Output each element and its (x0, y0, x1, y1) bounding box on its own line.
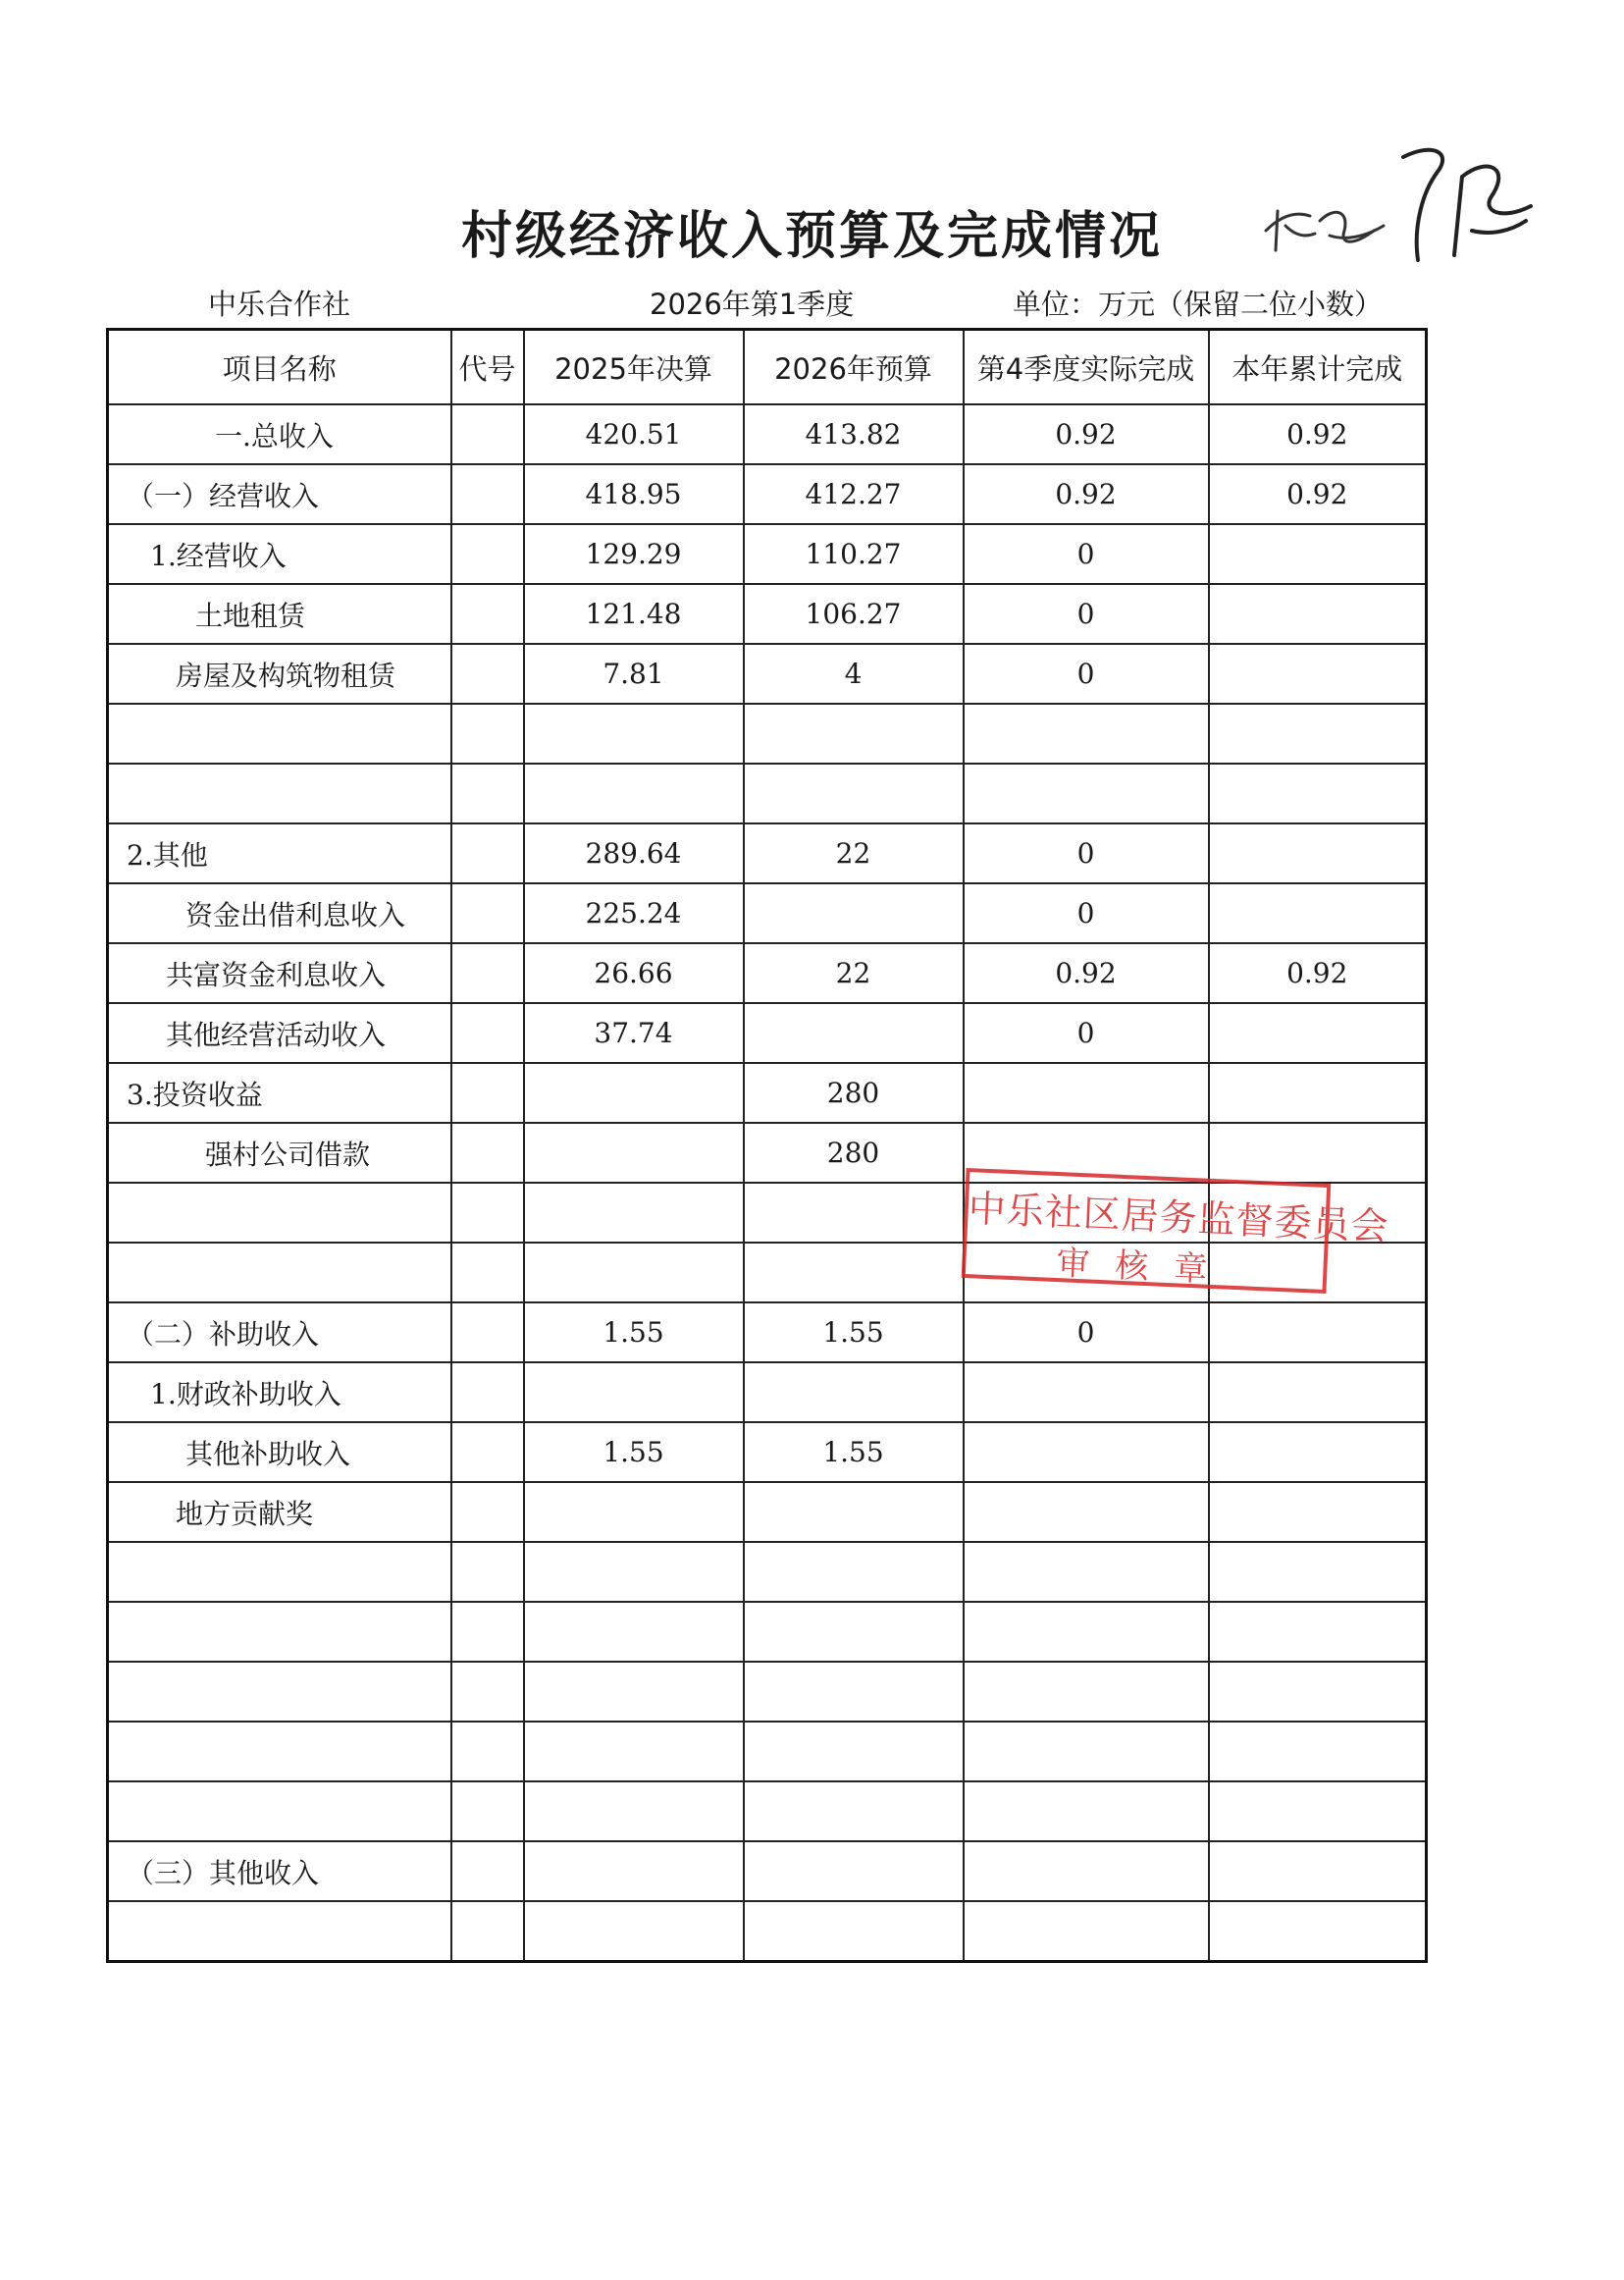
cell-code (451, 1602, 524, 1662)
cell-quarter-actual (964, 764, 1209, 823)
cell-item-name: 其他经营活动收入 (108, 1003, 451, 1063)
cell-quarter-actual (964, 1542, 1209, 1602)
table-row (108, 764, 1427, 823)
cell-quarter-actual (964, 1422, 1209, 1482)
cell-code (451, 404, 524, 464)
handwritten-signature-2 (1393, 137, 1541, 275)
cell-quarter-actual: 0 (964, 1003, 1209, 1063)
cell-2025-final: 26.66 (524, 943, 744, 1003)
table-row (108, 1542, 1427, 1602)
cell-item-name: 共富资金利息收入 (108, 943, 451, 1003)
cell-item-name: （二）补助收入 (108, 1302, 451, 1362)
stamp-line-2: 审核章 (1055, 1244, 1234, 1291)
cell-2025-final (524, 1362, 744, 1422)
cell-ytd-actual (1209, 883, 1427, 943)
cell-item-name (108, 764, 451, 823)
cell-2026-budget: 413.82 (744, 404, 964, 464)
cell-2026-budget (744, 1901, 964, 1962)
cell-2026-budget: 1.55 (744, 1422, 964, 1482)
col-header-item-name: 项目名称 (108, 330, 451, 405)
cell-2026-budget: 1.55 (744, 1302, 964, 1362)
cell-code (451, 1003, 524, 1063)
cell-quarter-actual (964, 1901, 1209, 1962)
cell-item-name: 3.投资收益 (108, 1063, 451, 1123)
cell-quarter-actual: 0 (964, 584, 1209, 644)
cell-item-name: 1.经营收入 (108, 524, 451, 584)
table-row (108, 1901, 1427, 1962)
cell-code (451, 1063, 524, 1123)
income-budget-table (106, 328, 1428, 1963)
table-row (108, 1003, 1427, 1063)
cell-item-name: 强村公司借款 (108, 1123, 451, 1183)
cell-2026-budget (744, 1722, 964, 1781)
table-row (108, 1841, 1427, 1901)
cell-2026-budget: 412.27 (744, 464, 964, 524)
col-header-ytd-actual: 本年累计完成 (1209, 330, 1427, 405)
cell-code (451, 1841, 524, 1901)
cell-2025-final: 121.48 (524, 584, 744, 644)
cell-ytd-actual (1209, 764, 1427, 823)
stamp-line-1: 中乐社区居务监督委员会 (967, 1187, 1390, 1248)
cell-code (451, 1662, 524, 1722)
cell-2025-final (524, 1482, 744, 1542)
cell-2025-final (524, 1183, 744, 1243)
cell-item-name: 一.总收入 (108, 404, 451, 464)
cell-quarter-actual: 0 (964, 644, 1209, 704)
cell-2026-budget: 106.27 (744, 584, 964, 644)
organization-name: 中乐合作社 (208, 288, 351, 321)
table-row (108, 883, 1427, 943)
table-row (108, 1123, 1427, 1183)
cell-code (451, 584, 524, 644)
cell-2026-budget (744, 1542, 964, 1602)
cell-item-name: 其他补助收入 (108, 1422, 451, 1482)
table-row (108, 644, 1427, 704)
table-row (108, 1362, 1427, 1422)
cell-2026-budget (744, 1662, 964, 1722)
cell-code (451, 1302, 524, 1362)
cell-item-name (108, 1901, 451, 1962)
cell-item-name (108, 704, 451, 764)
cell-ytd-actual: 0.92 (1209, 464, 1427, 524)
cell-code (451, 764, 524, 823)
cell-2026-budget: 22 (744, 943, 964, 1003)
cell-2026-budget: 22 (744, 823, 964, 883)
cell-2025-final: 1.55 (524, 1422, 744, 1482)
table-row (108, 464, 1427, 524)
cell-ytd-actual (1209, 1123, 1427, 1183)
cell-quarter-actual: 0.92 (964, 464, 1209, 524)
cell-ytd-actual (1209, 1602, 1427, 1662)
page-title: 村级经济收入预算及完成情况 (460, 207, 1163, 266)
cell-2026-budget (744, 1482, 964, 1542)
cell-2025-final: 37.74 (524, 1003, 744, 1063)
unit-note: 单位：万元（保留二位小数） (1013, 288, 1384, 321)
cell-ytd-actual (1209, 1722, 1427, 1781)
cell-quarter-actual (964, 1482, 1209, 1542)
table-row (108, 1482, 1427, 1542)
cell-2026-budget (744, 883, 964, 943)
cell-ytd-actual (1209, 704, 1427, 764)
cell-quarter-actual: 0 (964, 883, 1209, 943)
cell-2025-final (524, 704, 744, 764)
cell-quarter-actual (964, 1362, 1209, 1422)
cell-2026-budget: 280 (744, 1123, 964, 1183)
cell-item-name: 地方贡献奖 (108, 1482, 451, 1542)
cell-ytd-actual (1209, 1542, 1427, 1602)
cell-ytd-actual: 0.92 (1209, 943, 1427, 1003)
col-header-quarter-actual: 第4季度实际完成 (964, 330, 1209, 405)
cell-ytd-actual (1209, 1302, 1427, 1362)
cell-2025-final: 420.51 (524, 404, 744, 464)
table-row (108, 584, 1427, 644)
reporting-period: 2026年第1季度 (650, 288, 855, 321)
cell-item-name (108, 1602, 451, 1662)
cell-quarter-actual (964, 1781, 1209, 1841)
cell-item-name (108, 1542, 451, 1602)
review-stamp (962, 1168, 1390, 1294)
cell-2025-final: 129.29 (524, 524, 744, 584)
cell-ytd-actual (1209, 1781, 1427, 1841)
cell-ytd-actual (1209, 1482, 1427, 1542)
cell-2025-final (524, 1542, 744, 1602)
cell-ytd-actual (1209, 1901, 1427, 1962)
table-row (108, 524, 1427, 584)
cell-2025-final (524, 1063, 744, 1123)
cell-quarter-actual: 0 (964, 823, 1209, 883)
cell-code (451, 464, 524, 524)
cell-ytd-actual (1209, 524, 1427, 584)
cell-item-name: （三）其他收入 (108, 1841, 451, 1901)
cell-2025-final: 1.55 (524, 1302, 744, 1362)
cell-2025-final (524, 1722, 744, 1781)
cell-code (451, 704, 524, 764)
cell-ytd-actual (1209, 823, 1427, 883)
cell-code (451, 1422, 524, 1482)
cell-code (451, 524, 524, 584)
cell-ytd-actual (1209, 584, 1427, 644)
cell-code (451, 1123, 524, 1183)
table-row (108, 404, 1427, 464)
cell-2026-budget (744, 1243, 964, 1302)
cell-2026-budget (744, 1781, 964, 1841)
handwritten-signature-1 (1256, 177, 1393, 275)
table-row (108, 1422, 1427, 1482)
cell-2025-final: 225.24 (524, 883, 744, 943)
cell-ytd-actual (1209, 1662, 1427, 1722)
cell-quarter-actual (964, 1662, 1209, 1722)
cell-2025-final (524, 1781, 744, 1841)
cell-ytd-actual (1209, 1362, 1427, 1422)
cell-quarter-actual (964, 1722, 1209, 1781)
cell-code (451, 1482, 524, 1542)
cell-code (451, 1781, 524, 1841)
cell-2026-budget: 4 (744, 644, 964, 704)
cell-item-name: 资金出借利息收入 (108, 883, 451, 943)
cell-quarter-actual (964, 1063, 1209, 1123)
table-row (108, 1662, 1427, 1722)
cell-2026-budget (744, 704, 964, 764)
cell-code (451, 823, 524, 883)
cell-item-name (108, 1722, 451, 1781)
col-header-code: 代号 (451, 330, 524, 405)
cell-2026-budget: 280 (744, 1063, 964, 1123)
table-row (108, 1722, 1427, 1781)
cell-2025-final: 7.81 (524, 644, 744, 704)
cell-item-name: 1.财政补助收入 (108, 1362, 451, 1422)
cell-2026-budget (744, 1003, 964, 1063)
col-header-2026-budget: 2026年预算 (744, 330, 964, 405)
cell-2026-budget (744, 1183, 964, 1243)
cell-ytd-actual (1209, 1063, 1427, 1123)
cell-item-name (108, 1662, 451, 1722)
cell-code (451, 1243, 524, 1302)
cell-code (451, 1722, 524, 1781)
cell-code (451, 1542, 524, 1602)
cell-item-name (108, 1243, 451, 1302)
cell-2025-final (524, 764, 744, 823)
cell-2025-final: 418.95 (524, 464, 744, 524)
col-header-2025-final: 2025年决算 (524, 330, 744, 405)
cell-ytd-actual (1209, 1841, 1427, 1901)
cell-code (451, 943, 524, 1003)
cell-quarter-actual: 0 (964, 1302, 1209, 1362)
cell-quarter-actual (964, 704, 1209, 764)
cell-2025-final (524, 1243, 744, 1302)
cell-quarter-actual (964, 1841, 1209, 1901)
cell-2025-final: 289.64 (524, 823, 744, 883)
cell-code (451, 1901, 524, 1962)
cell-ytd-actual (1209, 1422, 1427, 1482)
cell-2025-final (524, 1841, 744, 1901)
cell-2026-budget (744, 764, 964, 823)
cell-quarter-actual: 0.92 (964, 404, 1209, 464)
table-row (108, 943, 1427, 1003)
table-row (108, 1781, 1427, 1841)
cell-item-name (108, 1781, 451, 1841)
cell-item-name: 2.其他 (108, 823, 451, 883)
cell-ytd-actual (1209, 1003, 1427, 1063)
table-header-row (108, 330, 1427, 405)
cell-2026-budget (744, 1841, 964, 1901)
cell-2026-budget: 110.27 (744, 524, 964, 584)
table-row (108, 704, 1427, 764)
cell-item-name: （一）经营收入 (108, 464, 451, 524)
table-row (108, 1602, 1427, 1662)
cell-2026-budget (744, 1362, 964, 1422)
cell-quarter-actual: 0 (964, 524, 1209, 584)
cell-ytd-actual (1209, 644, 1427, 704)
table-row (108, 1063, 1427, 1123)
cell-item-name: 土地租赁 (108, 584, 451, 644)
cell-code (451, 883, 524, 943)
cell-item-name: 房屋及构筑物租赁 (108, 644, 451, 704)
cell-quarter-actual (964, 1602, 1209, 1662)
cell-item-name (108, 1183, 451, 1243)
cell-code (451, 1362, 524, 1422)
cell-2026-budget (744, 1602, 964, 1662)
cell-code (451, 1183, 524, 1243)
table-row (108, 1302, 1427, 1362)
cell-2025-final (524, 1123, 744, 1183)
cell-code (451, 644, 524, 704)
cell-2025-final (524, 1901, 744, 1962)
table-row (108, 823, 1427, 883)
cell-quarter-actual: 0.92 (964, 943, 1209, 1003)
cell-2025-final (524, 1662, 744, 1722)
cell-ytd-actual: 0.92 (1209, 404, 1427, 464)
cell-2025-final (524, 1602, 744, 1662)
